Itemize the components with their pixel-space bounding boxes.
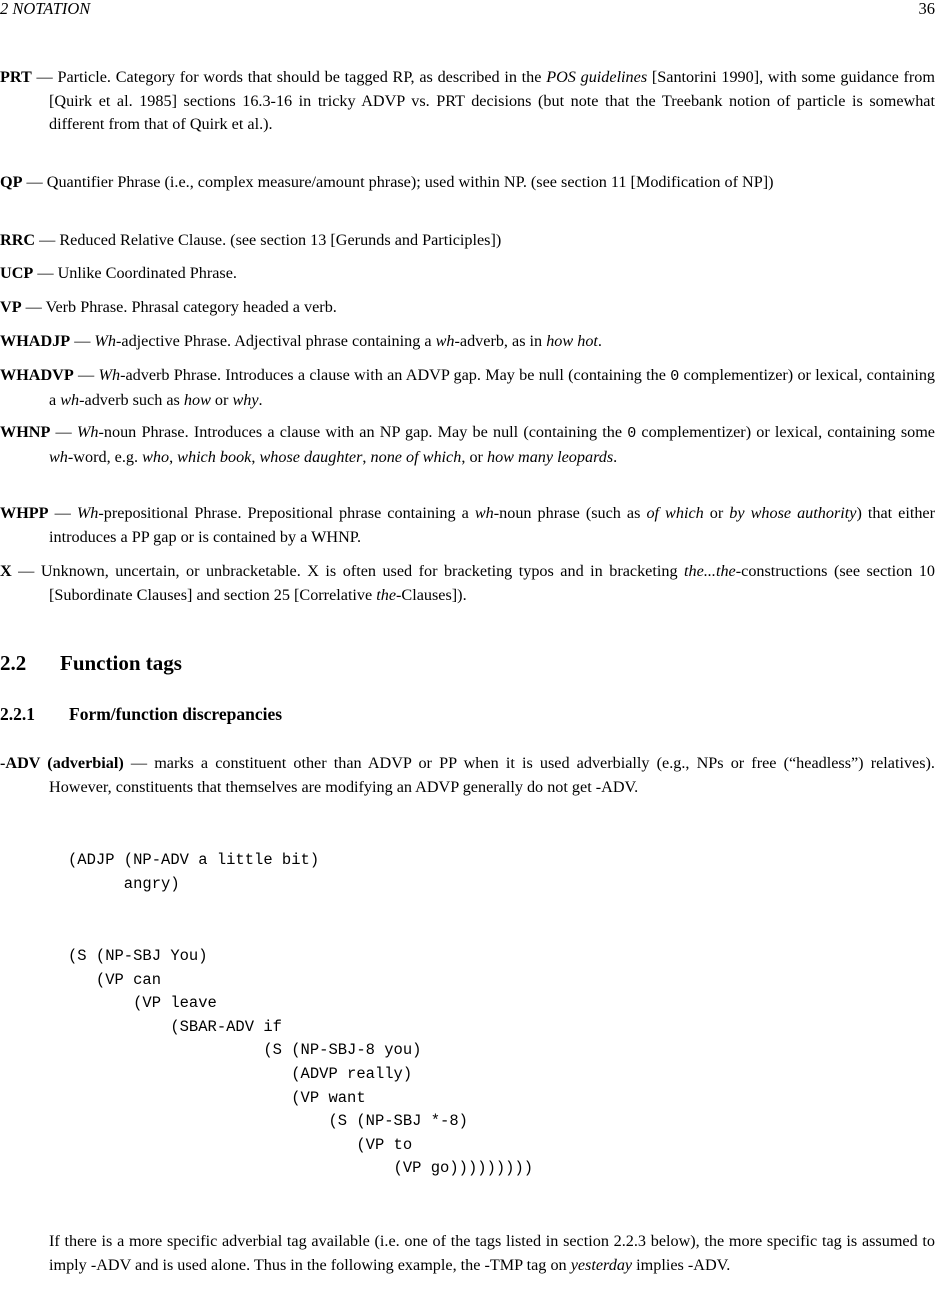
tag-name: X	[0, 562, 12, 580]
entry-prt: PRT — Particle. Category for words that should be tagged RP, as described in the POS guidelines [Santorini 1990], with some guidance from [Quirk et al. 1985] sections 16.3-16 in tricky ADVP vs. PRT decisions (but note that the Treebank notion of particle is somewhat different from that of Quirk et al.).	[0, 68, 935, 133]
tag-name: VP	[0, 298, 22, 316]
entry-whnp: WHNP — Wh-noun Phrase. Introduces a clause with an NP gap. May be null (containing the 0 complementizer) or lexical, containing some wh-word, e.g. who, which book, whose daughter, none of which, or how many leopards.	[0, 423, 935, 466]
subsection-title: Form/function discrepancies	[69, 704, 283, 724]
header-section: 2 NOTATION	[0, 0, 91, 18]
tag-name: -ADV (adverbial)	[0, 754, 124, 772]
entry-vp: VP — Verb Phrase. Phrasal category headed a verb.	[0, 298, 337, 316]
entry-whadvp: WHADVP — Wh-adverb Phrase. Introduces a clause with an ADVP gap. May be null (containing the 0 complementizer) or lexical, containing a wh-adverb such as how or why.	[0, 366, 935, 409]
tag-name: WHADVP	[0, 366, 74, 384]
tag-name: WHADJP	[0, 332, 71, 350]
section-number: 2.2	[0, 651, 27, 675]
closing-paragraph: If there is a more specific adverbial tag available (i.e. one of the tags listed in section 2.2.3 below), the more specific tag is assumed to imply -ADV and is used alone. Thus in the following example, the -TMP tag on yesterday implies -ADV.	[49, 1232, 935, 1274]
tag-name: WHNP	[0, 423, 51, 441]
page-number: 36	[918, 0, 935, 18]
entry-whadjp: WHADJP — Wh-adjective Phrase. Adjectival phrase containing a wh-adverb, as in how hot.	[0, 332, 602, 350]
tag-name: UCP	[0, 264, 34, 282]
entry-qp: QP — Quantifier Phrase (i.e., complex measure/amount phrase); used within NP. (see section 11 [Modification of NP])	[0, 173, 774, 191]
entry-x: X — Unknown, uncertain, or unbracketable. X is often used for bracketing typos and in bracketing the...the-constructions (see section 10 [Subordinate Clauses] and section 25 [Correlative the-Clauses]).	[0, 562, 935, 604]
tag-name: PRT	[0, 68, 32, 86]
section-heading	[0, 650, 182, 676]
entry-whpp: WHPP — Wh-prepositional Phrase. Prepositional phrase containing a wh-noun phrase (such as of which or by whose authority) that either introduces a PP gap or is contained by a WHNP.	[0, 504, 935, 546]
section-title: Function tags	[60, 651, 182, 675]
entry-rrc: RRC — Reduced Relative Clause. (see section 13 [Gerunds and Participles])	[0, 231, 502, 249]
tag-name: WHPP	[0, 504, 49, 522]
tag-name: RRC	[0, 231, 36, 249]
subsection-number: 2.2.1	[0, 704, 35, 724]
entry-adv: -ADV (adverbial) — marks a constituent other than ADVP or PP when it is used adverbially (e.g., NPs or free (“headless”) relatives). However, constituents that themselves are modifying an ADVP generally do not get -ADV.	[0, 754, 935, 796]
code-example-sentence: (S (NP-SBJ You) (VP can (VP leave (SBAR-ADV if (S (NP-SBJ-8 you) (ADVP really) (VP want (S (NP-SBJ *-8) (VP to (VP go)))))))))	[68, 947, 534, 1178]
entry-ucp: UCP — Unlike Coordinated Phrase.	[0, 264, 237, 282]
tag-name: QP	[0, 173, 23, 191]
subsection-heading	[0, 702, 282, 726]
running-header	[0, 0, 935, 21]
code-example-adjp: (ADJP (NP-ADV a little bit) angry)	[68, 851, 320, 893]
